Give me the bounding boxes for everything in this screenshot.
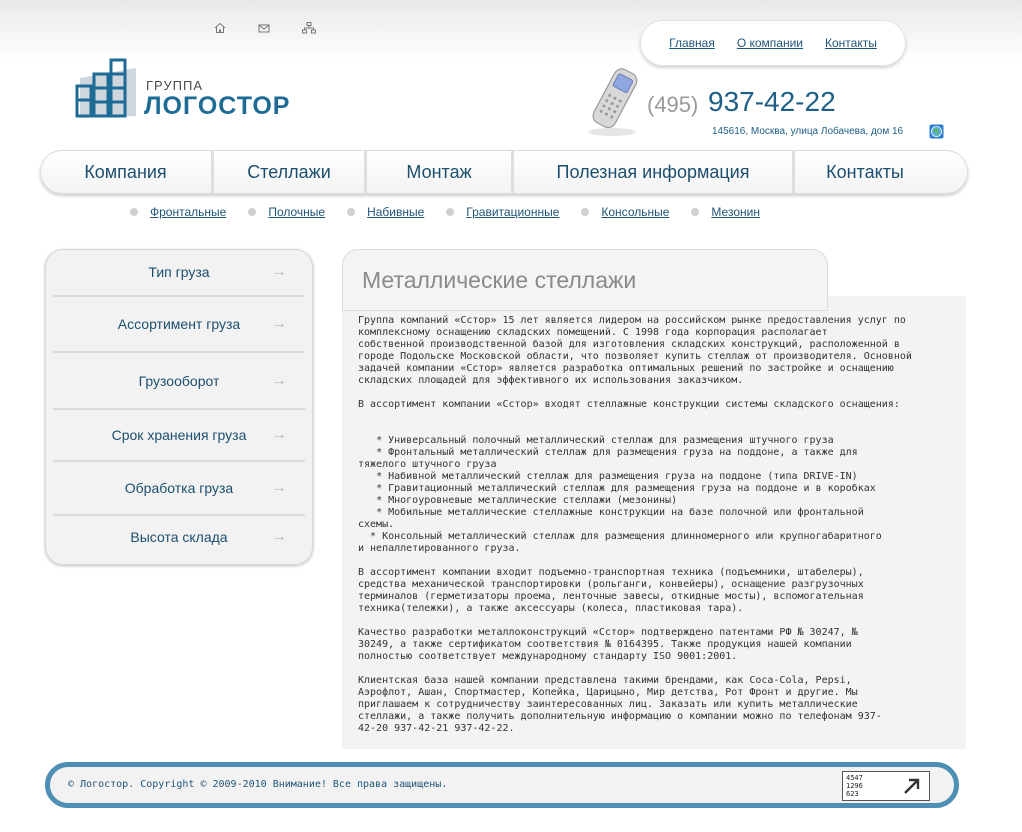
toplink-about[interactable]: О компании <box>736 36 804 50</box>
map-icon[interactable] <box>929 124 944 139</box>
sidebar <box>45 249 313 565</box>
logo-subtitle: ГРУППА <box>146 78 204 93</box>
logo-title: ЛОГОСТОР <box>144 92 291 120</box>
nav-racks[interactable]: Стеллажи <box>214 150 367 194</box>
counter-value: 623 <box>846 790 859 798</box>
bullet-icon <box>130 208 138 216</box>
top-icon-bar <box>214 22 314 34</box>
sidebar-item-label: Грузооборот <box>138 372 220 389</box>
arrow-right-icon: → <box>271 528 287 545</box>
arrow-right-icon: → <box>271 426 287 443</box>
bullet-icon <box>347 208 355 216</box>
sidebar-item-label: Срок хранения груза <box>111 427 247 443</box>
sidebar-item-storage-time[interactable] <box>53 410 305 462</box>
bullet-icon <box>581 208 589 216</box>
counter-values <box>846 774 863 798</box>
arrow-up-right-icon <box>901 775 923 797</box>
arrow-right-icon: → <box>271 315 287 332</box>
sidebar-item-label: Ассортимент груза <box>117 316 241 332</box>
sidebar-item-cargo-type[interactable] <box>53 249 305 297</box>
subnav-frontal[interactable]: Фронтальные <box>150 205 227 219</box>
bullet-icon <box>691 208 699 216</box>
nav-contacts[interactable]: Контакты <box>826 161 904 182</box>
subnav-console[interactable]: Консольные <box>601 205 670 219</box>
subnav-shelf[interactable]: Полочные <box>268 205 326 219</box>
arrow-right-icon: → <box>271 371 287 389</box>
subnav-drive-in[interactable]: Набивные <box>367 205 425 219</box>
sidebar-item-warehouse-height[interactable] <box>53 516 305 558</box>
sub-navigation <box>130 205 782 219</box>
subnav-item <box>248 205 325 219</box>
sidebar-item-label: Обработка груза <box>124 480 234 496</box>
counter-value: 4547 <box>846 774 863 782</box>
subnav-gravity[interactable]: Гравитационные <box>466 205 560 219</box>
subnav-mezzanine[interactable]: Мезонин <box>711 205 760 219</box>
sidebar-item-cargo-turnover[interactable] <box>53 353 305 410</box>
arrow-right-icon: → <box>271 263 287 280</box>
home-icon[interactable] <box>214 22 226 34</box>
article-text: Группа компаний «Сстор» 15 лет является лидером на российском рынке предоставления услуг по комплексному оснащению складских помещений. С 1998 года корпорация располагает собственной производственной базой для изготовления складских конструкций, расположенной в городе Подольске Московской области, что позволяет купить стеллаж от производителя. Основной задачей компании «Сстор» является разработка оптимальных решений по застройке и оснащению складских площадей для эффективного их использования заказчиком. В ассортимент компании «Сстор» входят стеллажные конструкции системы складского оснащения: * Универсальный полочный металлический стеллаж для размещения штучного груза * Фронтальный металлический стеллаж для размещения груза на поддоне, а также для тяжелого штучного груза * Набивной металлический стеллаж для размещения груза на поддоне (типа DRIVE-IN) * Гравитационный металлический стеллаж для размещения груза на поддоне и в коробках * Многоуровневые металлические стеллажи (мезонины) * Мобильные металлические стеллажные конструкции на базе полочной или фронтальной схемы. * Консольный металлический стеллаж для размещения длинномерного или крупногабаритного и непаллетированного груза. В ассортимент компании входит подъемно-транспортная техника (подъемники, штабелеры), средства механической транспортировки (рольганги, конвейеры), оснащение разгрузочных терминалов (герметизаторы проема, ленточные завесы, откидные мосты), вспомогательная техника(тележки), а также аксессуары (колеса, пластиковая тара). Качество разработки металлоконструкций «Сстор» подтверждено патентами РФ № 30247, № 30249, а также сертификатом соответствия № 0164395. Также продукция нашей компании полностью соответствует международному стандарту ISO 9001:2001. Клиентская база нашей компании представлена такими брендами, как Coca-Cola, Pepsi, Аэрофлот, Ашан, Спортмастер, Копейка, Царицыно, Мир детства, Рот Фронт и другие. Мы приглашаем к сотрудничеству заинтересованных лиц. Заказать или купить металлические стеллажи, а также получить дополнительную информацию о компании можно по телефонам 937- 42-20 937-42-21 937-42-22. <box>358 315 912 734</box>
visitor-counter[interactable] <box>842 771 930 801</box>
sitemap-icon[interactable] <box>302 22 314 34</box>
phone-code: (495) <box>647 92 699 117</box>
content-header <box>342 249 828 311</box>
subnav-item <box>347 205 424 219</box>
logo-mark-icon <box>72 54 138 120</box>
subnav-item <box>446 205 559 219</box>
sidebar-item-cargo-handling[interactable] <box>53 462 305 516</box>
nav-useful-info[interactable]: Полезная информация <box>514 150 795 194</box>
toplink-home[interactable]: Главная <box>669 36 715 50</box>
mobile-phone-icon <box>584 64 644 138</box>
footer <box>45 762 959 808</box>
sidebar-item-cargo-assortment[interactable] <box>53 297 305 353</box>
logo[interactable] <box>72 54 310 126</box>
subnav-item <box>581 205 669 219</box>
main-navigation <box>40 150 968 194</box>
sidebar-item-label: Высота склада <box>130 529 228 545</box>
subnav-item <box>130 205 226 219</box>
copyright: © Логостор. Copyright © 2009-2010 Внимание! Все права защищены. <box>68 779 448 790</box>
nav-installation[interactable]: Монтаж <box>367 150 514 194</box>
sidebar-item-label: Тип груза <box>148 264 210 280</box>
top-links <box>640 20 906 66</box>
bullet-icon <box>446 208 454 216</box>
bullet-icon <box>248 208 256 216</box>
mail-icon[interactable] <box>258 22 270 34</box>
phone-number: 937-42-22 <box>708 86 836 117</box>
counter-value: 1296 <box>846 782 863 790</box>
toplink-contacts[interactable]: Контакты <box>825 36 877 50</box>
address: 145616, Москва, улица Лобачева, дом 16 <box>712 126 904 137</box>
nav-company[interactable]: Компания <box>40 150 214 194</box>
arrow-right-icon: → <box>271 479 287 496</box>
subnav-item <box>691 205 760 219</box>
page-title: Металлические стеллажи <box>362 267 637 293</box>
